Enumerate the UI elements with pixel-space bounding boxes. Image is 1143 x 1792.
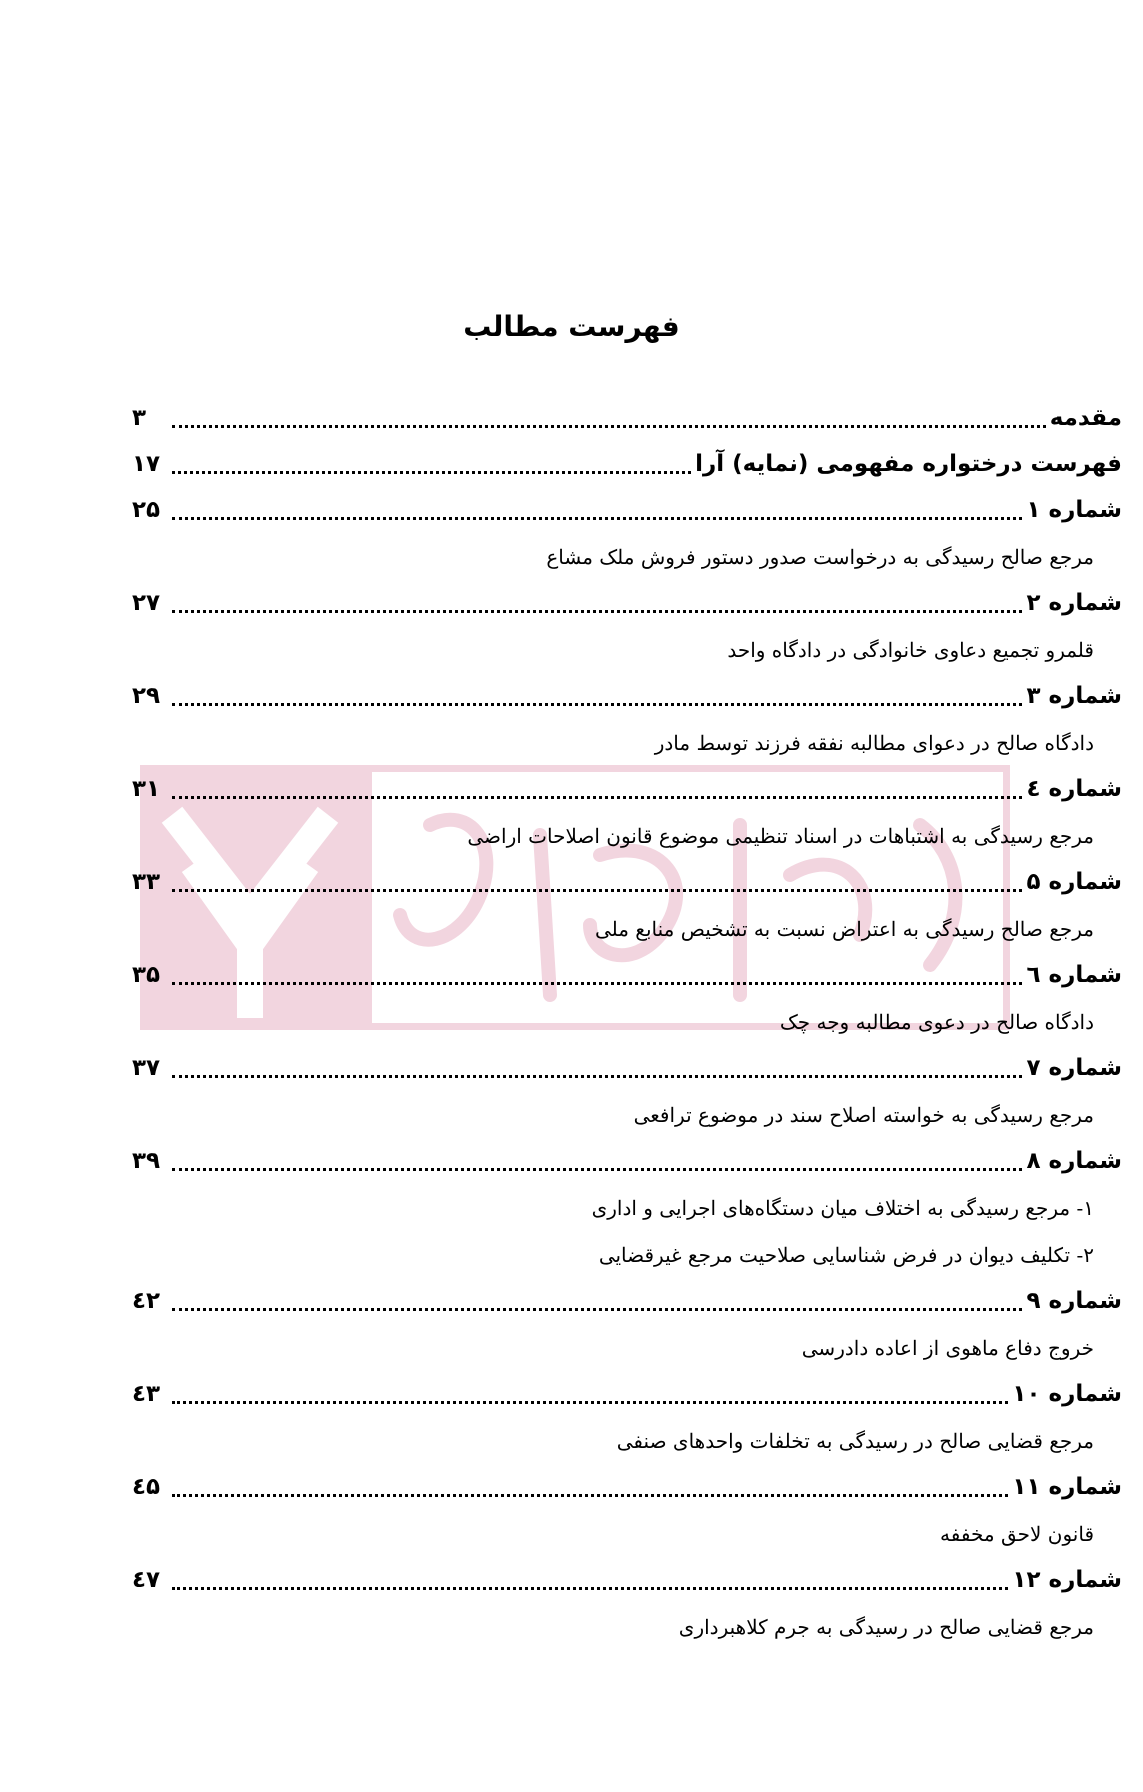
toc-entry <box>132 859 1122 905</box>
toc-entry <box>132 580 1122 626</box>
toc-leader-dots <box>172 982 1022 985</box>
toc-entry-label: شماره ۹ <box>1026 1288 1122 1314</box>
toc-leader-dots <box>172 1308 1022 1311</box>
toc-leader-dots <box>172 610 1022 613</box>
toc-subentry: خروج دفاع ماهوی از اعاده دادرسی <box>801 1335 1094 1360</box>
toc-leader-dots <box>172 796 1022 799</box>
toc-leader-dots <box>172 471 691 474</box>
toc-leader-dots <box>172 1075 1022 1078</box>
toc-entry-label: شماره ٤ <box>1026 776 1122 802</box>
toc-page-number: ۳۳ <box>132 869 161 895</box>
toc-page-number: ٤۷ <box>132 1567 161 1593</box>
toc-subentry: دادگاه صالح در دعوی مطالبه وجه چک <box>779 1009 1094 1034</box>
toc-page-number: ٤۵ <box>132 1474 161 1500</box>
toc-entry <box>132 487 1122 533</box>
toc-page-number: ۳۵ <box>132 962 161 988</box>
toc-page-number: ۲۷ <box>132 590 161 616</box>
toc-entry-label: شماره ۳ <box>1026 683 1122 709</box>
toc-subentry: مرجع رسیدگی به خواسته اصلاح سند در موضوع ترافعی <box>633 1102 1094 1127</box>
toc-entry <box>132 441 1122 487</box>
toc-subentry: قلمرو تجمیع دعاوی خانوادگی در دادگاه واحد <box>727 637 1094 662</box>
toc-entry-label: شماره ۱۱ <box>1012 1474 1122 1500</box>
toc-leader-dots <box>172 1587 1008 1590</box>
toc-leader-dots <box>172 703 1022 706</box>
toc-entry-label: فهرست درختواره مفهومی (نمایه) آرا <box>695 451 1122 477</box>
toc-entry <box>132 952 1122 998</box>
toc-entry <box>132 1557 1122 1603</box>
toc-entry <box>132 1371 1122 1417</box>
toc-entry-label: شماره ۲ <box>1026 590 1122 616</box>
table-of-contents <box>132 395 1122 1650</box>
toc-entry-label: شماره ۷ <box>1026 1055 1122 1081</box>
toc-page-number: ۲۵ <box>132 497 161 523</box>
toc-page-number: ۲۹ <box>132 683 161 709</box>
toc-subentry: مرجع قضایی صالح در رسیدگی به جرم کلاهبرداری <box>678 1614 1094 1639</box>
toc-entry <box>132 1464 1122 1510</box>
toc-leader-dots <box>172 517 1022 520</box>
toc-page-number: ۳۱ <box>132 776 161 802</box>
toc-page-number: ۳ <box>132 405 147 431</box>
toc-subentry: ۲- تکلیف دیوان در فرض شناسایی صلاحیت مرجع غیرقضایی <box>598 1242 1094 1267</box>
toc-page-number: ۱۷ <box>132 451 161 477</box>
toc-leader-dots <box>172 1168 1022 1171</box>
toc-page-number: ۳۷ <box>132 1055 161 1081</box>
toc-entry <box>132 673 1122 719</box>
toc-entry-label: شماره ۱ <box>1026 497 1122 523</box>
toc-entry-label: شماره ۱۲ <box>1012 1567 1122 1593</box>
toc-subentry: دادگاه صالح در دعوای مطالبه نفقه فرزند توسط مادر <box>654 730 1094 755</box>
toc-entry-label: شماره ۱۰ <box>1012 1381 1122 1407</box>
toc-entry-label: مقدمه <box>1049 405 1122 431</box>
toc-entry-label: شماره ۵ <box>1026 869 1122 895</box>
toc-subentry: مرجع صالح رسیدگی به درخواست صدور دستور فروش ملک مشاع <box>546 544 1094 569</box>
toc-page-number: ۳۹ <box>132 1148 161 1174</box>
toc-entry <box>132 395 1122 441</box>
toc-subentry: مرجع رسیدگی به اشتباهات در اسناد تنظیمی موضوع قانون اصلاحات اراضی <box>467 823 1094 848</box>
toc-leader-dots <box>172 889 1022 892</box>
toc-entry <box>132 1278 1122 1324</box>
toc-entry <box>132 766 1122 812</box>
toc-leader-dots <box>172 1494 1008 1497</box>
toc-page-number: ٤۳ <box>132 1381 161 1407</box>
toc-subentry: مرجع صالح رسیدگی به اعتراض نسبت به تشخیص منابع ملی <box>594 916 1094 941</box>
toc-entry-label: شماره ٦ <box>1026 962 1122 988</box>
toc-subentry: مرجع قضایی صالح در رسیدگی به تخلفات واحدهای صنفی <box>616 1428 1094 1453</box>
toc-entry <box>132 1045 1122 1091</box>
toc-subentry: قانون لاحق مخففه <box>940 1521 1094 1546</box>
toc-entry <box>132 1138 1122 1184</box>
page-title: فهرست مطالب <box>463 310 680 343</box>
toc-leader-dots <box>172 425 1046 428</box>
toc-page-number: ٤۲ <box>132 1288 161 1314</box>
toc-leader-dots <box>172 1401 1008 1404</box>
toc-entry-label: شماره ۸ <box>1026 1148 1122 1174</box>
toc-subentry: ۱- مرجع رسیدگی به اختلاف میان دستگاه‌های اجرایی و اداری <box>591 1195 1094 1220</box>
toc-list <box>132 395 1122 1650</box>
